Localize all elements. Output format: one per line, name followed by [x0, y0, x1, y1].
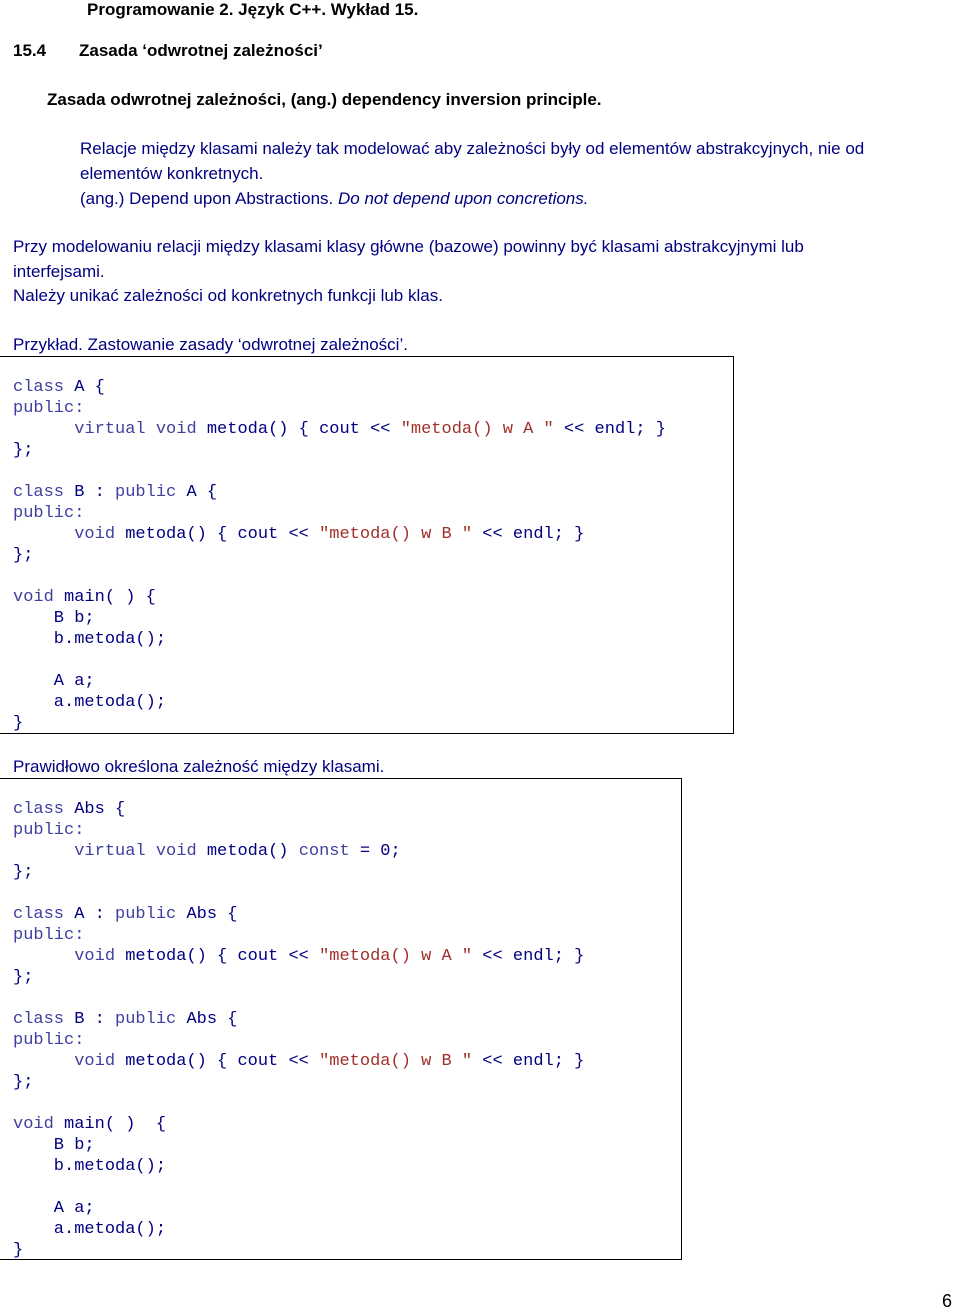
code1-line-3: virtual void metoda() { cout << "metoda() w A " << endl; }	[74, 420, 666, 439]
code-block-2-top-border	[0, 778, 681, 779]
code1-line-12: B b;	[13, 609, 95, 628]
code1-line-16: a.metoda();	[13, 693, 167, 712]
code2-line-8: void metoda() { cout << "metoda() w A " << endl; }	[74, 947, 585, 966]
code2-line-22: }	[13, 1241, 24, 1260]
modeling-line-1: Przy modelowaniu relacji między klasami klasy główne (bazowe) powinny być klasami abstrakcyjnymi lub	[13, 237, 804, 256]
relations-line-1: Relacje między klasami należy tak modelować aby zależności były od elementów abstrakcyjnych, nie od	[80, 139, 865, 158]
relations-line-2: elementów konkretnych.	[80, 164, 264, 183]
code1-line-4: };	[13, 441, 34, 460]
section-title: Zasada ‘odwrotnej zależności’	[79, 41, 323, 60]
code1-line-6: class B : public A {	[13, 483, 218, 502]
code1-line-8: void metoda() { cout << "metoda() w B " << endl; }	[74, 525, 585, 544]
code2-line-6: class A : public Abs {	[13, 905, 238, 924]
code2-line-11: class B : public Abs {	[13, 1010, 238, 1029]
modeling-line-2: interfejsami.	[13, 262, 105, 281]
english-prefix: (ang.)	[80, 189, 130, 208]
subtitle: Zasada odwrotnej zależności, (ang.) dependency inversion principle.	[47, 90, 602, 109]
code1-line-11: void main( ) {	[13, 588, 156, 607]
code2-line-16: void main( ) {	[13, 1115, 167, 1134]
english-abstractions: Depend upon Abstractions.	[129, 189, 339, 208]
english-principle	[80, 189, 588, 209]
english-concretions: Do not depend upon concretions.	[338, 189, 589, 208]
code1-line-2: public:	[13, 399, 85, 418]
avoid-line: Należy unikać zależności od konkretnych funkcji lub klas.	[13, 286, 443, 305]
section-number: 15.4	[13, 41, 47, 60]
code1-line-1: class A {	[13, 378, 105, 397]
code-block-1-top-border	[0, 356, 733, 357]
code2-line-20: A a;	[13, 1199, 95, 1218]
code1-line-17: }	[13, 714, 24, 733]
code2-line-7: public:	[13, 926, 85, 945]
course-header: Programowanie 2. Język C++. Wykład 15.	[87, 0, 419, 19]
code2-line-2: public:	[13, 821, 85, 840]
example-caption: Przykład. Zastowanie zasady ‘odwrotnej zależności’.	[13, 335, 408, 354]
code2-line-14: };	[13, 1073, 34, 1092]
code2-line-12: public:	[13, 1031, 85, 1050]
code2-line-18: b.metoda();	[13, 1157, 167, 1176]
code1-line-7: public:	[13, 504, 85, 523]
code2-line-21: a.metoda();	[13, 1220, 167, 1239]
code2-line-9: };	[13, 968, 34, 987]
code-block-1	[0, 356, 734, 734]
code2-line-4: };	[13, 863, 34, 882]
code1-line-9: };	[13, 546, 34, 565]
code1-line-13: b.metoda();	[13, 630, 167, 649]
code1-line-15: A a;	[13, 672, 95, 691]
code-block-2	[0, 778, 682, 1260]
page-number: 6	[942, 1291, 953, 1311]
correct-caption: Prawidłowo określona zależność między klasami.	[13, 757, 385, 776]
code2-line-17: B b;	[13, 1136, 95, 1155]
code2-line-1: class Abs {	[13, 800, 126, 819]
code2-line-13: void metoda() { cout << "metoda() w B " << endl; }	[74, 1052, 585, 1071]
code2-line-3: virtual void metoda() const = 0;	[74, 842, 401, 861]
